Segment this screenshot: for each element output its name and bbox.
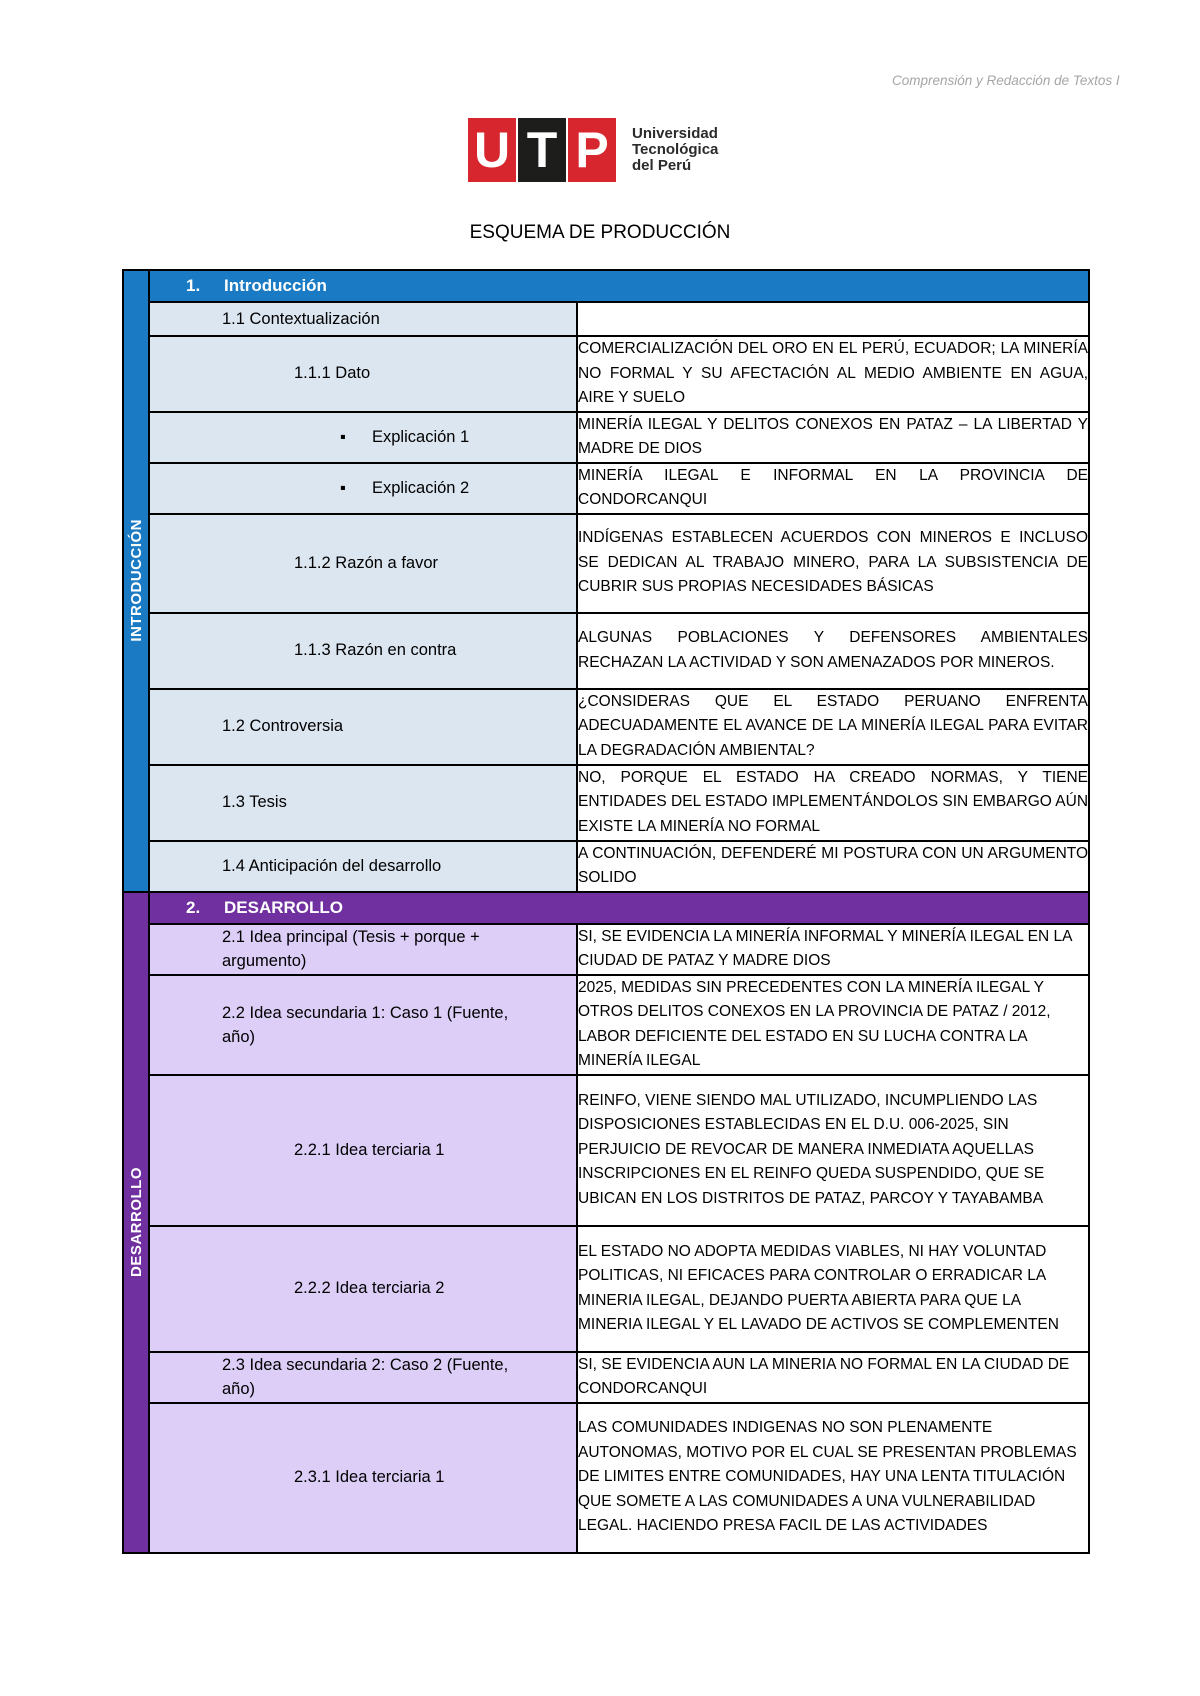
table-row bbox=[123, 689, 1089, 765]
row-label bbox=[149, 412, 577, 463]
row-value: 2025, MEDIDAS SIN PRECEDENTES CON LA MINERÍA ILEGAL Y OTROS DELITOS CONEXOS EN LA PROVINCIA DE PATAZ / 2012, LABOR DEFICIENTE DEL ESTADO EN SU LUCHA CONTRA LA MINERÍA ILEGAL bbox=[577, 975, 1089, 1075]
row-value bbox=[577, 302, 1089, 336]
table-row bbox=[123, 1403, 1089, 1553]
table-row bbox=[123, 514, 1089, 613]
table-row bbox=[123, 1352, 1089, 1403]
bullet-icon: ▪ bbox=[340, 427, 346, 446]
row-label: 2.2.2 Idea terciaria 2 bbox=[149, 1226, 577, 1352]
section-title: DESARROLLO bbox=[224, 897, 343, 917]
row-value: ¿CONSIDERAS QUE EL ESTADO PERUANO ENFRENTA ADECUADAMENTE EL AVANCE DE LA MINERÍA ILEGAL PARA EVITAR LA DEGRADACIÓN AMBIENTAL? bbox=[577, 689, 1089, 765]
dev-heading-row bbox=[123, 892, 1089, 924]
table-row bbox=[123, 412, 1089, 463]
row-label-text: Explicación 1 bbox=[372, 427, 470, 446]
row-value: REINFO, VIENE SIENDO MAL UTILIZADO, INCUMPLIENDO LAS DISPOSICIONES ESTABLECIDAS EN EL D.U. 006-2025, SIN PERJUICIO DE REVOCAR DE MANERA INMEDIATA AQUELLAS INSCRIPCIONES EN EL REINFO QUEDA SUSPENDIDO, QUE SE UBICAN EN LOS DISTRITOS DE PATAZ, PARCOY Y TAYABAMBA bbox=[577, 1075, 1089, 1226]
row-value: ALGUNAS POBLACIONES Y DEFENSORES AMBIENTALES RECHAZAN LA ACTIVIDAD Y SON AMENAZADOS POR MINEROS. bbox=[577, 613, 1089, 689]
row-value: SI, SE EVIDENCIA AUN LA MINERIA NO FORMAL EN LA CIUDAD DE CONDORCANQUI bbox=[577, 1352, 1089, 1403]
table-row bbox=[123, 975, 1089, 1075]
table-row bbox=[123, 613, 1089, 689]
row-value: SI, SE EVIDENCIA LA MINERÍA INFORMAL Y MINERÍA ILEGAL EN LA CIUDAD DE PATAZ Y MADRE DIOS bbox=[577, 924, 1089, 975]
table-row bbox=[123, 1226, 1089, 1352]
table-row bbox=[123, 841, 1089, 892]
row-label: 2.2 Idea secundaria 1: Caso 1 (Fuente, año) bbox=[149, 975, 577, 1075]
row-label: 1.2 Controversia bbox=[149, 689, 577, 765]
document-title: ESQUEMA DE PRODUCCIÓN bbox=[469, 222, 731, 243]
dev-side-label: DESARROLLO bbox=[127, 1167, 145, 1277]
row-label: 2.1 Idea principal (Tesis + porque + argumento) bbox=[149, 924, 577, 975]
row-value: A CONTINUACIÓN, DEFENDERÉ MI POSTURA CON UN ARGUMENTO SOLIDO bbox=[577, 841, 1089, 892]
row-value: NO, PORQUE EL ESTADO HA CREADO NORMAS, Y TIENE ENTIDADES DEL ESTADO IMPLEMENTÁNDOLOS SIN EMBARGO AÚN EXISTE LA MINERÍA NO FORMAL bbox=[577, 765, 1089, 841]
table-row bbox=[123, 336, 1089, 412]
row-label-text: Explicación 2 bbox=[372, 478, 470, 497]
logo-letter: T bbox=[526, 122, 558, 178]
section-number: 1. bbox=[186, 276, 201, 295]
row-value: COMERCIALIZACIÓN DEL ORO EN EL PERÚ, ECUADOR; LA MINERÍA NO FORMAL Y SU AFECTACIÓN AL MEDIO AMBIENTE EN AGUA, AIRE Y SUELO bbox=[577, 336, 1089, 412]
row-label: 1.1.3 Razón en contra bbox=[149, 613, 577, 689]
university-name-line: del Perú bbox=[632, 157, 692, 174]
dev-side-band bbox=[123, 892, 149, 1553]
row-label: 2.2.1 Idea terciaria 1 bbox=[149, 1075, 577, 1226]
table-row bbox=[123, 765, 1089, 841]
intro-side-band bbox=[123, 270, 149, 892]
intro-side-label: INTRODUCCIÓN bbox=[127, 519, 145, 643]
logo-tile-p bbox=[568, 118, 616, 182]
section-number: 2. bbox=[186, 897, 201, 917]
dev-heading bbox=[149, 892, 1089, 924]
bullet-icon: ▪ bbox=[340, 478, 346, 497]
logo-tile-t bbox=[518, 118, 566, 182]
row-value: INDÍGENAS ESTABLECEN ACUERDOS CON MINEROS E INCLUSO SE DEDICAN AL TRABAJO MINERO, PARA LA SUBSISTENCIA DE CUBRIR SUS PROPIAS NECESIDADES BÁSICAS bbox=[577, 514, 1089, 613]
row-value: MINERÍA ILEGAL E INFORMAL EN LA PROVINCIA DE CONDORCANQUI bbox=[577, 463, 1089, 514]
row-value: LAS COMUNIDADES INDIGENAS NO SON PLENAMENTE AUTONOMAS, MOTIVO POR EL CUAL SE PRESENTAN PROBLEMAS DE LIMITES ENTRE COMUNIDADES, HAY UNA LENTA TITULACIÓN QUE SOMETE A LAS COMUNIDADES A UNA VULNERABILIDAD LEGAL. HACIENDO PRESA FACIL DE LAS ACTIVIDADES bbox=[577, 1403, 1089, 1553]
row-label: 1.3 Tesis bbox=[149, 765, 577, 841]
section-title: Introducción bbox=[224, 276, 327, 295]
course-name: Comprensión y Redacción de Textos I bbox=[892, 73, 1120, 88]
row-label: 1.1.2 Razón a favor bbox=[149, 514, 577, 613]
utp-logo bbox=[468, 118, 718, 182]
logo-letter: P bbox=[575, 122, 609, 178]
row-value: EL ESTADO NO ADOPTA MEDIDAS VIABLES, NI HAY VOLUNTAD POLITICAS, NI EFICACES PARA CONTROLAR O ERRADICAR LA MINERIA ILEGAL, DEJANDO PUERTA ABIERTA PARA QUE LA MINERIA ILEGAL Y EL LAVADO DE ACTIVOS SE COMPLEMENTEN bbox=[577, 1226, 1089, 1352]
university-name-line: Universidad bbox=[632, 125, 718, 142]
intro-heading-row bbox=[123, 270, 1089, 302]
row-label: 1.1 Contextualización bbox=[149, 302, 577, 336]
university-name bbox=[632, 126, 718, 174]
row-label bbox=[149, 463, 577, 514]
table-row bbox=[123, 924, 1089, 975]
intro-heading bbox=[149, 270, 1089, 302]
row-label: 2.3 Idea secundaria 2: Caso 2 (Fuente, año) bbox=[149, 1352, 577, 1403]
table-row bbox=[123, 463, 1089, 514]
row-label: 1.1.1 Dato bbox=[149, 336, 577, 412]
row-label: 2.3.1 Idea terciaria 1 bbox=[149, 1403, 577, 1553]
university-name-line: Tecnológica bbox=[632, 141, 719, 158]
table-row bbox=[123, 302, 1089, 336]
row-value: MINERÍA ILEGAL Y DELITOS CONEXOS EN PATAZ – LA LIBERTAD Y MADRE DE DIOS bbox=[577, 412, 1089, 463]
production-scheme-table bbox=[122, 269, 1090, 1554]
row-label: 1.4 Anticipación del desarrollo bbox=[149, 841, 577, 892]
table-row bbox=[123, 1075, 1089, 1226]
logo-tile-u bbox=[468, 118, 516, 182]
logo-letter: U bbox=[473, 122, 511, 178]
